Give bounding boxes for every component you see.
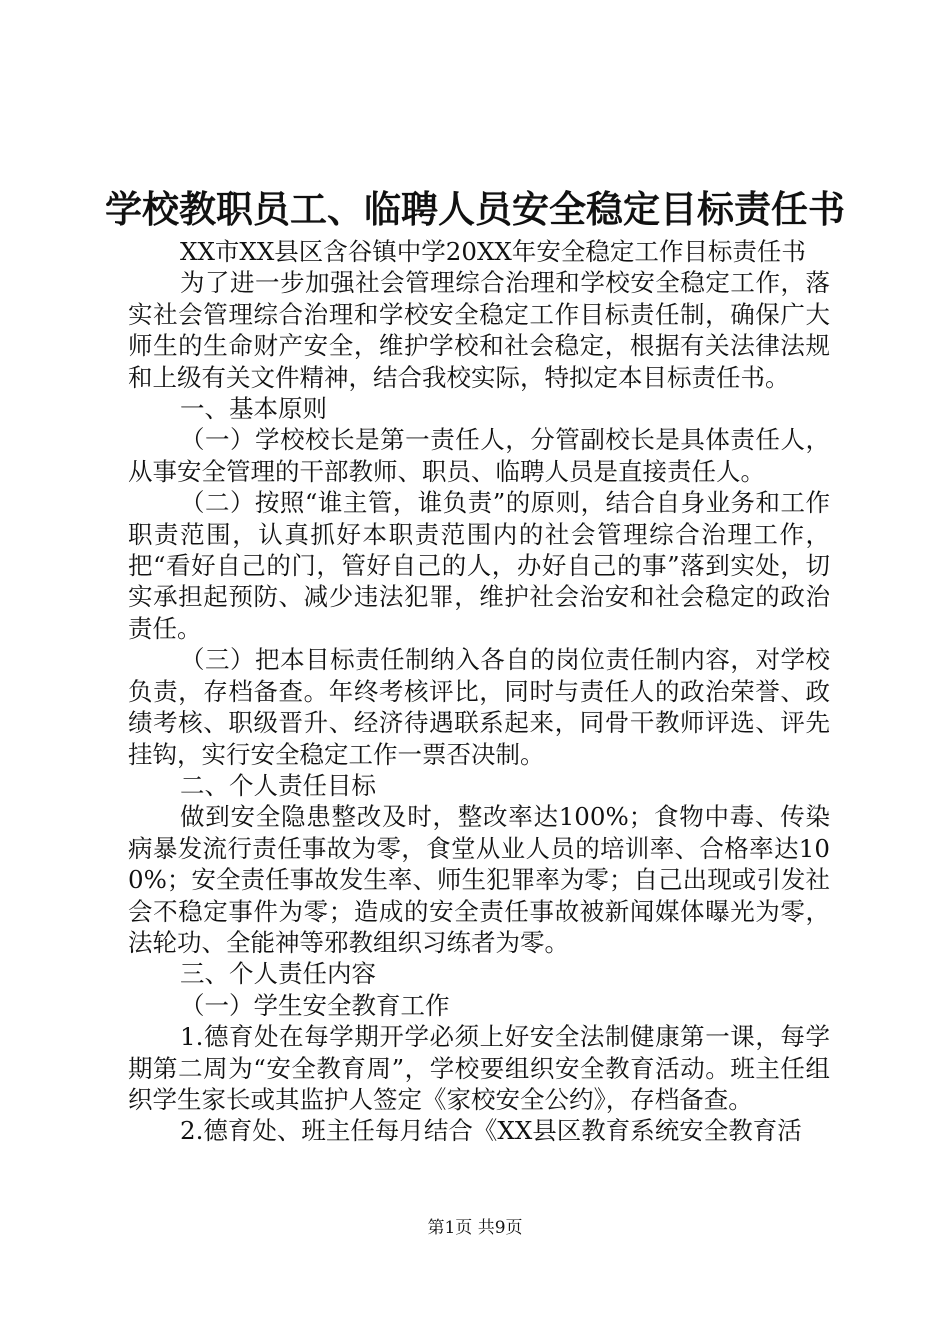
principle-2-paragraph: （二）按照“谁主管，谁负责”的原则，结合自身业务和工作职责范围，认真抓好本职责范围内的社会管理综合治理工作，把“看好自己的门，管好自己的人，办好自己的事”落到实处，切实承担起预防、减少违法犯罪，维护社会治安和社会稳定的政治责任。 bbox=[128, 488, 830, 643]
principle-3-paragraph: （三）把本目标责任制纳入各自的岗位责任制内容，对学校负责，存档备查。年终考核评比，同时与责任人的政治荣誉、政绩考核、职级晋升、经济待遇联系起来，同骨干教师评选、评先挂钩，实行安全稳定工作一票否决制。 bbox=[128, 645, 830, 769]
section-heading-content: 三、个人责任内容 bbox=[180, 959, 376, 989]
page-footer: 第1页 共9页 bbox=[427, 1218, 523, 1238]
subsection-heading-education: （一）学生安全教育工作 bbox=[180, 990, 450, 1020]
item-1-paragraph: 1.德育处在每学期开学必须上好安全法制健康第一课，每学期第二周为“安全教育周”，学校要组织安全教育活动。班主任组织学生家长或其监护人签定《家校安全公约》，存档备查。 bbox=[128, 1022, 830, 1114]
document-title: 学校教职员工、临聘人员安全稳定目标责任书 bbox=[105, 188, 845, 231]
item-2-paragraph: 2.德育处、班主任每月结合《XX县区教育系统安全教育活 bbox=[180, 1116, 802, 1146]
principle-1-paragraph: （一）学校校长是第一责任人，分管副校长是具体责任人，从事安全管理的干部教师、职员、临聘人员是直接责任人。 bbox=[128, 425, 830, 486]
document-body bbox=[128, 236, 830, 1147]
intro-paragraph: 为了进一步加强社会管理综合治理和学校安全稳定工作，落实社会管理综合治理和学校安全稳定工作目标责任制，确保广大师生的生命财产安全，维护学校和社会稳定，根据有关法律法规和上级有关文件精神，结合我校实际，特拟定本目标责任书。 bbox=[128, 268, 830, 392]
section-heading-principles: 一、基本原则 bbox=[180, 394, 327, 424]
goals-paragraph: 做到安全隐患整改及时，整改率达100%；食物中毒、传染病暴发流行责任事故为零，食堂从业人员的培训率、合格率达100%；安全责任事故发生率、师生犯罪率为零；自己出现或引发社会不稳定事件为零；造成的安全责任事故被新闻媒体曝光为零，法轮功、全能神等邪教组织习练者为零。 bbox=[128, 802, 830, 957]
document-subtitle: XX市XX县区含谷镇中学20XX年安全稳定工作目标责任书 bbox=[180, 237, 806, 266]
section-heading-goals: 二、个人责任目标 bbox=[180, 770, 376, 800]
